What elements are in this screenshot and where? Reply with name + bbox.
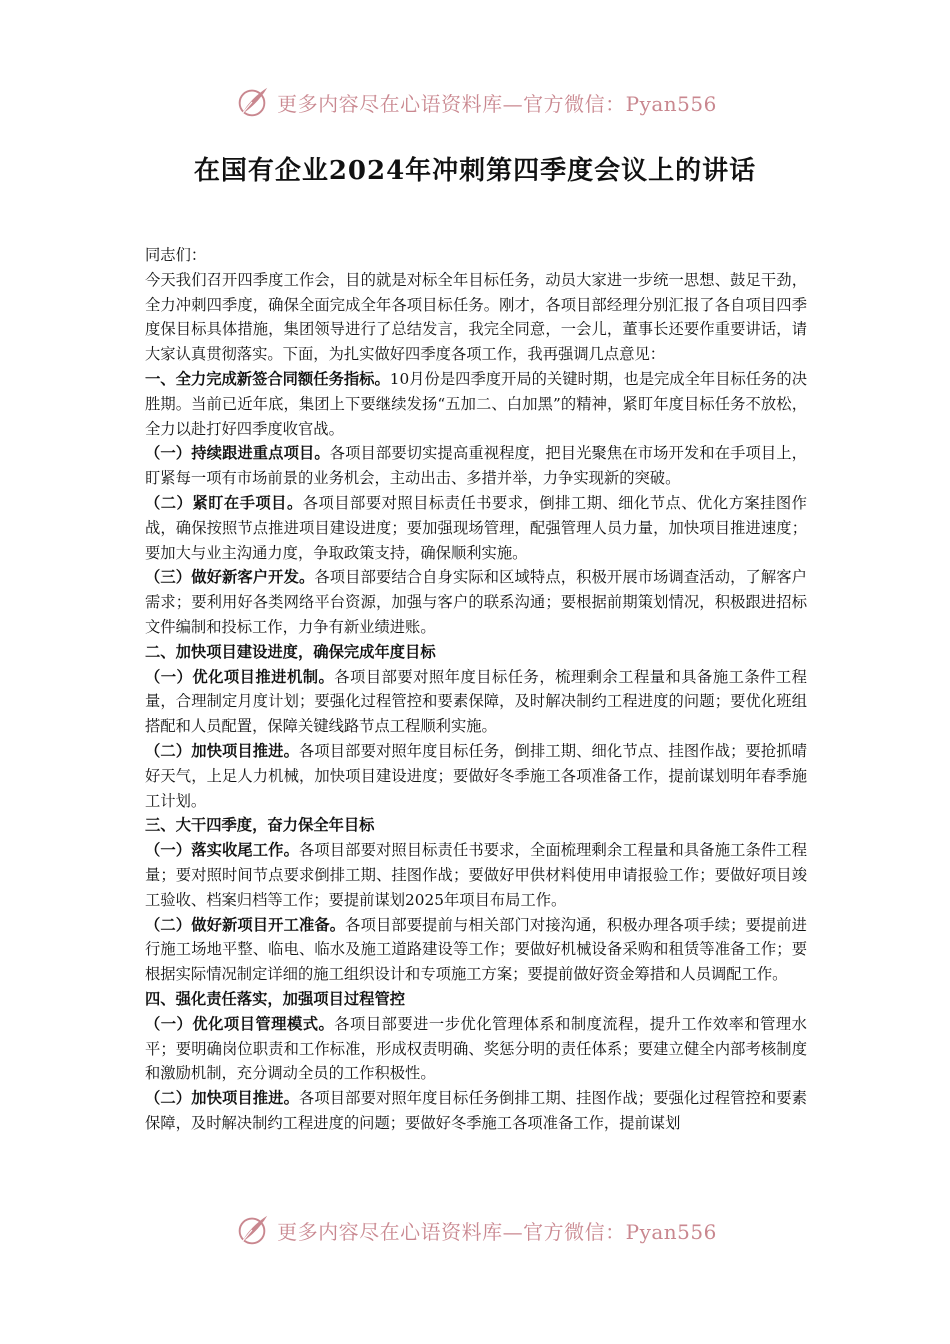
paragraph [145, 441, 807, 491]
section-heading: 二、加快项目建设进度，确保完成年度目标 [145, 642, 436, 661]
paragraph [145, 838, 807, 912]
paragraph-text: 各项目部要对照年度目标任务，倒排工期、细化节点、挂图作战；要抢抓晴好天气，上足人力机械，加快项目建设进度；要做好冬季施工各项准备工作，提前谋划明年春季施工计划。 [145, 741, 807, 810]
paragraph-heading: （一）持续跟进重点项目。 [145, 444, 330, 463]
paragraph [145, 913, 807, 987]
paragraph [145, 739, 807, 813]
document-body [145, 243, 807, 1136]
paragraph-text: 同志们： [145, 246, 207, 264]
watermark-text: 更多内容尽在心语资料库—官方微信：Pyan556 [277, 91, 717, 116]
paragraph [145, 491, 807, 565]
paragraph-heading: （二）加快项目推进。 [145, 1089, 299, 1108]
paragraph-text: 各项目部要对照目标责任书要求，全面梳理剩余工程量和具备施工条件工程量；要对照时间节点要求倒排工期、挂图作战；要做好甲供材料使用申请报验工作；要做好项目竣工验收、档案归档等工作；要提前谋划2025年项目布局工作。 [145, 841, 807, 909]
paragraph-heading: （二）加快项目推进。 [145, 741, 299, 760]
section-heading: 三、大干四季度，奋力保全年目标 [145, 816, 375, 835]
paragraph-text: 各项目部要对照年度目标任务倒排工期、挂图作战；要强化过程管控和要素保障，及时解决制约工程进度的问题；要做好冬季施工各项准备工作，提前谋划 [145, 1089, 807, 1132]
paragraph [145, 665, 807, 739]
paragraph-heading: （一）落实收尾工作。 [145, 841, 299, 860]
paragraph-text: 各项目部要进一步优化管理体系和制度流程，提升工作效率和管理水平；要明确岗位职责和工作标准，形成权责明确、奖惩分明的责任体系；要建立健全内部考核制度和激励机制，充分调动全员的工作积极性。 [145, 1014, 807, 1083]
quill-logo-icon [233, 1211, 271, 1249]
paragraph-heading: 一、全力完成新签合同额任务指标。 [145, 369, 390, 388]
paragraph-heading: （一）优化项目推进机制。 [145, 667, 335, 686]
paragraph-heading: （二）紧盯在手项目。 [145, 493, 303, 512]
document-title: 在国有企业2024年冲刺第四季度会议上的讲话 [193, 156, 757, 186]
footer-watermark-banner [0, 1210, 950, 1250]
paragraph [145, 565, 807, 639]
paragraph-text: 今天我们召开四季度工作会，目的就是对标全年目标任务，动员大家进一步统一思想、鼓足干劲，全力冲刺四季度，确保全面完成全年各项目标任务。刚才，各项目部经理分别汇报了各自项目四季度保目标具体措施，集团领导进行了总结发言，我完全同意，一会儿，董事长还要作重要讲话，请大家认真贯彻落实。下面，为扎实做好四季度各项工作，我再强调几点意见： [145, 270, 807, 364]
paragraph-text: 各项目部要切实提高重视程度，把目光聚焦在市场开发和在手项目上，盯紧每一项有市场前景的业务机会，主动出击、多措并举，力争实现新的突破。 [145, 444, 807, 488]
paragraph-text: 各项目部要结合自身实际和区域特点，积极开展市场调查活动，了解客户需求；要利用好各类网络平台资源，加强与客户的联系沟通；要根据前期策划情况，积极跟进招标文件编制和投标工作，力争有新业绩进账。 [145, 568, 807, 636]
paragraph [145, 268, 807, 367]
paragraph [145, 243, 807, 268]
header-watermark-banner [0, 82, 950, 122]
paragraph-text: 10月份是四季度开局的关键时期，也是完成全年目标任务的决胜期。当前已近年底，集团上下要继续发扬“五加二、白加黑”的精神，紧盯年度目标任务不放松，全力以赴打好四季度收官战。 [145, 369, 807, 438]
paragraph [145, 367, 807, 441]
paragraph-text: 各项目部要提前与相关部门对接沟通，积极办理各项手续；要提前进行施工场地平整、临电、临水及施工道路建设等工作；要做好机械设备采购和租赁等准备工作；要根据实际情况制定详细的施工组织设计和专项施工方案；要提前做好资金筹措和人员调配工作。 [145, 915, 807, 984]
watermark-text: 更多内容尽在心语资料库—官方微信：Pyan556 [277, 1219, 717, 1244]
quill-logo-icon [233, 83, 271, 121]
paragraph-heading: （三）做好新客户开发。 [145, 568, 315, 587]
paragraph-text: 各项目部要对照年度目标任务，梳理剩余工程量和具备施工条件工程量，合理制定月度计划；要强化过程管控和要素保障，及时解决制约工程进度的问题；要优化班组搭配和人员配置，保障关键线路节点工程顺利实施。 [145, 667, 807, 736]
paragraph-text: 各项目部要对照目标责任书要求，倒排工期、细化节点、优化方案挂图作战，确保按照节点推进项目建设进度；要加强现场管理，配强管理人员力量，加快项目推进速度；要加大与业主沟通力度，争取政策支持，确保顺利实施。 [145, 493, 807, 562]
paragraph [145, 640, 807, 665]
section-heading: 四、强化责任落实，加强项目过程管控 [145, 989, 406, 1008]
paragraph-heading: （一）优化项目管理模式。 [145, 1014, 335, 1033]
paragraph [145, 813, 807, 838]
paragraph [145, 1012, 807, 1086]
paragraph-heading: （二）做好新项目开工准备。 [145, 915, 346, 934]
paragraph [145, 987, 807, 1012]
paragraph [145, 1086, 807, 1136]
